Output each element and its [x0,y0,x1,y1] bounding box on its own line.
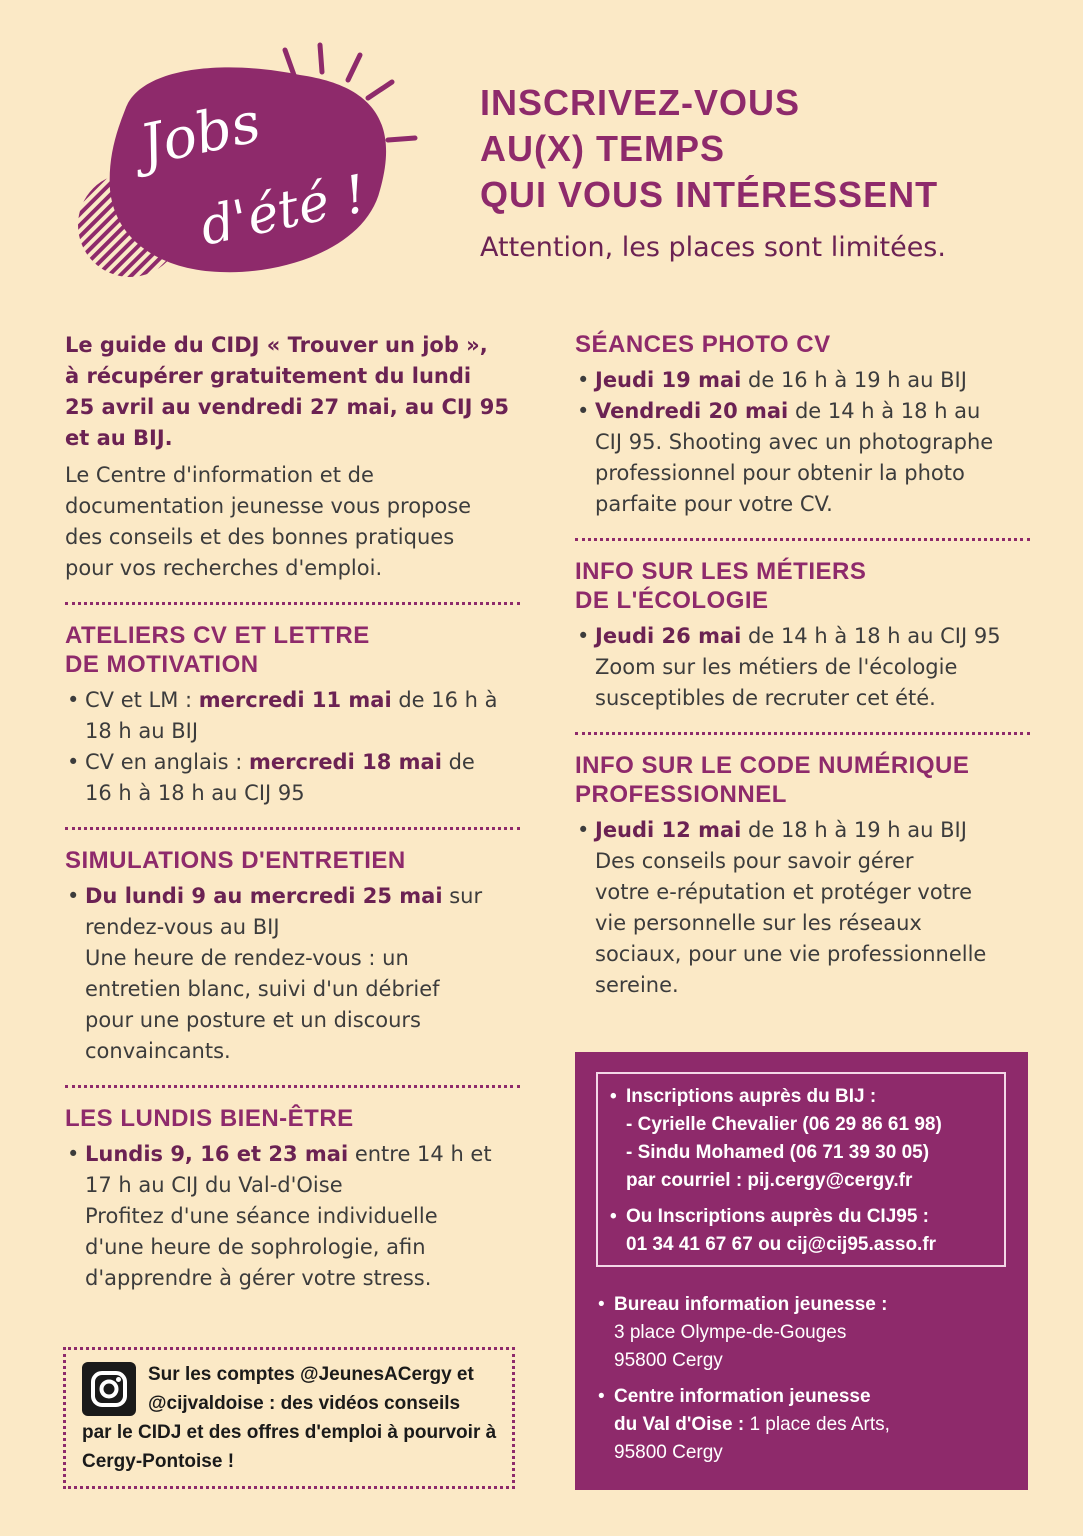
dotted-divider [65,1085,520,1088]
jobs-d-ete-logo [70,40,440,290]
item-date: Du lundi 9 au mercredi 25 mai [85,884,443,908]
list-item [608,1203,1003,1259]
contact-line: - Cyrielle Chevalier (06 29 86 61 98) [626,1114,942,1135]
list-item [65,747,520,809]
address-line: 3 place Olympe-de-Gouges [614,1322,847,1343]
intro-bold-line: et au BIJ. [65,426,173,450]
item-text: sociaux, pour une vie professionnelle [595,942,987,966]
item-text: 17 h au CIJ du Val-d'Oise [85,1173,343,1197]
intro-description [65,460,520,584]
item-text: sereine. [595,973,679,997]
item-text: d'une heure de sophrologie, afin [85,1235,426,1259]
intro-bold-line: Le guide du CIDJ « Trouver un job », [65,333,488,357]
contact-line: - Sindu Mohamed (06 71 39 30 05) [626,1142,930,1163]
item-text: convaincants. [85,1039,231,1063]
item-text: Zoom sur les métiers de l'écologie [595,655,958,679]
item-text: Des conseils pour savoir gérer [595,849,914,873]
address-line: 95800 Cergy [614,1442,723,1463]
insta-line: Sur les comptes @JeunesACergy et [148,1364,474,1385]
section-title-line: DE MOTIVATION [65,651,259,678]
item-text: rendez-vous au BIJ [85,915,280,939]
intro-body-line: documentation jeunesse vous propose [65,494,472,518]
item-text: de 14 h à 18 h au CIJ 95 [741,624,1001,648]
item-text: vie personnelle sur les réseaux [595,911,922,935]
section-title-code [575,751,1030,809]
item-text: 16 h à 18 h au CIJ 95 [85,781,305,805]
address-line: 95800 Cergy [614,1350,723,1371]
insta-line: Cergy-Pontoise ! [82,1451,235,1472]
item-text: de 16 h à [391,688,498,712]
insta-line: par le CIDJ et des offres d'emploi à pourvoir à [82,1422,497,1443]
insta-line: @cijvaldoise : des vidéos conseils [148,1393,461,1414]
intro-body-line: des conseils et des bonnes pratiques [65,525,455,549]
item-text: d'apprendre à gérer votre stress. [85,1266,432,1290]
item-text: professionnel pour obtenir la photo [595,461,965,485]
logo-line-1: Jobs [134,90,267,179]
list-item [65,685,520,747]
dotted-divider [65,602,520,605]
item-date: Jeudi 12 mai [595,818,742,842]
list-item [575,365,1030,396]
item-text: de 16 h à 19 h au BIJ [741,368,967,392]
item-text: CV et LM : [85,688,199,712]
bureau-title: • Bureau information jeunesse : [614,1294,888,1315]
item-text: entre 14 h et [348,1142,492,1166]
item-text: parfaite pour votre CV. [595,492,833,516]
cij-title: • Ou Inscriptions auprès du CIJ95 : [626,1206,930,1227]
intro-body-line: pour vos recherches d'emploi. [65,556,383,580]
item-date: Jeudi 26 mai [595,624,742,648]
item-text: 18 h au BIJ [85,719,199,743]
page-subtitle: Attention, les places sont limitées. [480,232,946,263]
title-line: QUI VOUS INTÉRESSENT [480,174,939,215]
list-item [65,1139,520,1294]
list-item [608,1083,1003,1195]
item-date: mercredi 18 mai [249,750,442,774]
item-text: pour une posture et un discours [85,1008,421,1032]
section-title-ecologie [575,557,1030,615]
bij-title: • Inscriptions auprès du BIJ : [626,1086,877,1107]
list-item [596,1383,1016,1467]
item-text: de 18 h à 19 h au BIJ [741,818,967,842]
title-line: AU(X) TEMPS [480,128,725,169]
item-text: de 14 h à 18 h au [788,399,981,423]
item-date: Jeudi 19 mai [595,368,742,392]
address-line: 1 place des Arts, [744,1414,890,1435]
centre-title: du Val d'Oise : [614,1414,745,1435]
list-item [575,815,1030,1001]
intro-guide [65,330,520,454]
title-line: INSCRIVEZ-VOUS [480,82,801,123]
section-title-line: DE L'ÉCOLOGIE [575,587,769,614]
item-text: Une heure de rendez-vous : un [85,946,409,970]
intro-bold-line: à récupérer gratuitement du lundi [65,364,472,388]
item-date: Vendredi 20 mai [595,399,789,423]
logo-line-2: d'été ! [195,164,372,258]
section-title-simulations: SIMULATIONS D'ENTRETIEN [65,847,406,874]
item-text: CIJ 95. Shooting avec un photographe [595,430,994,454]
section-title-line: ATELIERS CV ET LETTRE [65,622,370,649]
item-date: Lundis 9, 16 et 23 mai [85,1142,349,1166]
list-item [575,396,1030,520]
section-title-lundis: LES LUNDIS BIEN-ÊTRE [65,1105,354,1132]
instagram-text [82,1360,502,1476]
dotted-divider [575,732,1030,735]
item-text: votre e-réputation et protéger votre [595,880,973,904]
page-title [480,80,1040,218]
item-text: entretien blanc, suivi d'un débrief [85,977,440,1001]
dotted-divider [65,827,520,830]
section-title-line: INFO SUR LE CODE NUMÉRIQUE [575,752,970,779]
section-title-line: PROFESSIONNEL [575,781,787,808]
address-info [596,1291,1016,1467]
item-text: CV en anglais : [85,750,250,774]
email-line: par courriel : pij.cergy@cergy.fr [626,1170,913,1191]
item-text: Profitez d'une séance individuelle [85,1204,438,1228]
intro-body-line: Le Centre d'information et de [65,463,374,487]
cij-contact-line: 01 34 41 67 67 ou cij@cij95.asso.fr [626,1234,937,1255]
list-item [596,1291,1016,1375]
list-item [65,881,520,1067]
left-column [65,330,520,1294]
dotted-divider [575,538,1030,541]
item-date: mercredi 11 mai [198,688,392,712]
centre-title: • Centre information jeunesse [614,1386,871,1407]
item-text: sur [442,884,483,908]
item-text: susceptibles de recruter cet été. [595,686,936,710]
right-column [575,330,1030,1001]
section-title-line: INFO SUR LES MÉTIERS [575,558,867,585]
registration-info [608,1083,1003,1259]
item-text: de [441,750,475,774]
section-title-photo: SÉANCES PHOTO CV [575,331,831,358]
intro-bold-line: 25 avril au vendredi 27 mai, au CIJ 95 [65,395,510,419]
list-item [575,621,1030,714]
section-title-ateliers [65,621,520,679]
